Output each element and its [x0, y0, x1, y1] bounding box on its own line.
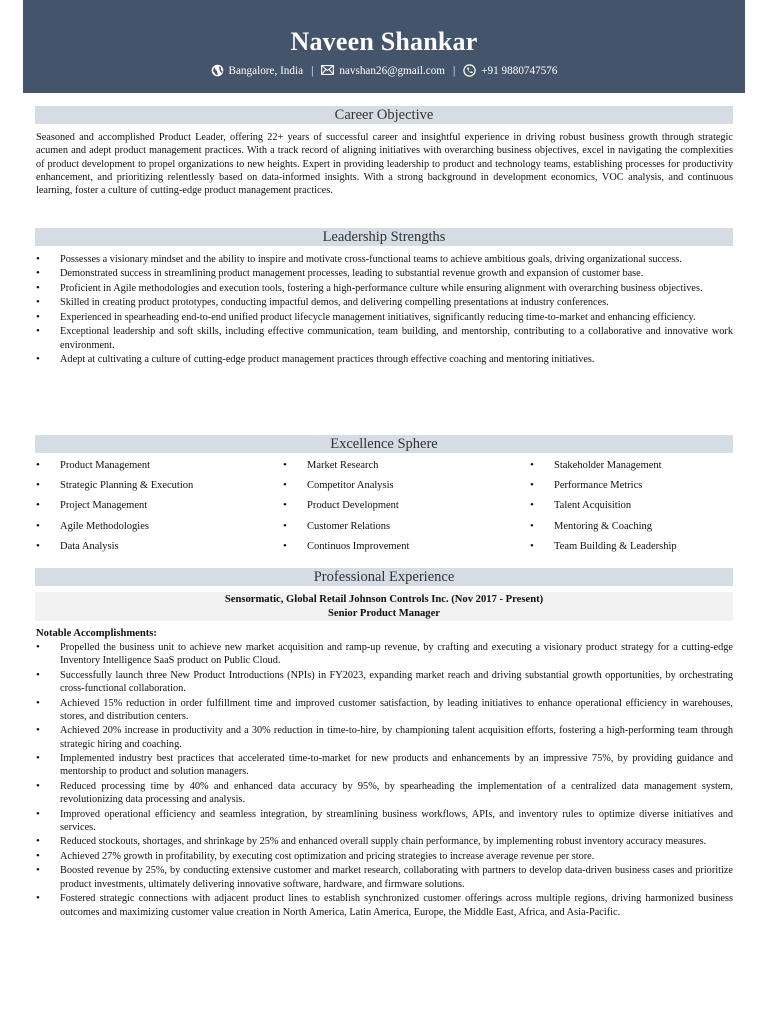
skill-item: • Stakeholder Management	[530, 459, 733, 473]
list-item: • Achieved 27% growth in profitability, by executing cost optimization and pricing strategies to increase average revenue per store.	[36, 850, 733, 863]
location-text: Bangalore, India	[228, 64, 304, 77]
skill-item: • Product Management	[36, 459, 283, 473]
list-item: • Skilled in creating product prototypes, conducting impactful demos, and delivering compelling presentations at industry conferences.	[36, 296, 733, 309]
skill-item: • Customer Relations	[283, 520, 530, 534]
skill-item: • Competitor Analysis	[283, 479, 530, 493]
section-title-excellence: Excellence Sphere	[35, 435, 733, 453]
list-item: • Reduced processing time by 40% and enhanced data accuracy by 95%, by spearheading the implementation of a centralized data management system, revolutionizing data processing and analysis.	[36, 780, 733, 807]
separator: |	[453, 64, 456, 77]
job-heading	[35, 592, 733, 621]
contact-line	[23, 64, 745, 77]
notable-accomplishments-label: Notable Accomplishments:	[36, 628, 157, 639]
leadership-list	[36, 253, 733, 368]
list-item: • Experienced in spearheading end-to-end unified product lifecycle management initiatives, significantly reducing time-to-market and enhancing efficiency.	[36, 311, 733, 324]
list-item: • Implemented industry best practices that accelerated time-to-market for new products and enhancements by an impressive 75%, by providing guidance and mentorship to product and solution managers.	[36, 752, 733, 779]
list-item: • Demonstrated success in streamlining product management processes, leading to substantial revenue growth and expansion of customer base.	[36, 267, 733, 280]
globe-icon	[211, 64, 224, 77]
section-title-leadership: Leadership Strengths	[35, 228, 733, 246]
skill-item: • Performance Metrics	[530, 479, 733, 493]
list-item: • Proficient in Agile methodologies and execution tools, fostering a high-performance culture while ensuring alignment with overarching business objectives.	[36, 282, 733, 295]
list-item: • Boosted revenue by 25%, by conducting extensive customer and market research, collaborating with partners to develop data-driven business cases and prioritize product investments, ultimately delivering innovative software, hardware, and firmware solutions.	[36, 864, 733, 891]
phone-text: +91 9880747576	[481, 64, 558, 77]
list-item: • Adept at cultivating a culture of cutting-edge product management practices through effective coaching and mentoring initiatives.	[36, 353, 733, 366]
accomplishments-list	[36, 641, 733, 920]
skill-item: • Data Analysis	[36, 540, 283, 554]
candidate-name: Naveen Shankar	[290, 27, 478, 56]
skill-item: • Team Building & Leadership	[530, 540, 733, 554]
envelope-icon	[321, 64, 334, 77]
list-item: • Possesses a visionary mindset and the ability to inspire and motivate cross-functional teams to achieve ambitious goals, driving organizational success.	[36, 253, 733, 266]
list-item: • Achieved 15% reduction in order fulfillment time and improved customer satisfaction, by leading initiatives to enhance operational efficiency in warehouses, stores, and distribution centers.	[36, 697, 733, 724]
skill-item: • Mentoring & Coaching	[530, 520, 733, 534]
excellence-grid	[36, 459, 733, 553]
list-item: • Improved operational efficiency and seamless integration, by streamlining business workflows, APIs, and inventory rules to optimize diverse initiatives and services.	[36, 808, 733, 835]
skill-item: • Product Development	[283, 499, 530, 513]
section-title-experience: Professional Experience	[35, 568, 733, 586]
list-item: • Exceptional leadership and soft skills, including effective communication, team building, and mentorship, contributing to a collaborative and innovative work environment.	[36, 325, 733, 352]
section-title-career-objective: Career Objective	[35, 106, 733, 124]
email-link[interactable]: navshan26@gmail.com	[339, 64, 445, 77]
skill-item: • Strategic Planning & Execution	[36, 479, 283, 493]
skill-item: • Market Research	[283, 459, 530, 473]
company-line: Sensormatic, Global Retail Johnson Controls Inc. (Nov 2017 - Present)	[224, 594, 544, 605]
list-item: • Reduced stockouts, shortages, and shrinkage by 25% and enhanced overall supply chain performance, by implementing robust inventory accuracy measures.	[36, 835, 733, 848]
skill-item: • Talent Acquisition	[530, 499, 733, 513]
list-item: • Achieved 20% increase in productivity and a 30% reduction in time-to-hire, by championing talent acquisition efforts, fostering a high-performing team through strategic hiring and coaching.	[36, 724, 733, 751]
skill-item: • Project Management	[36, 499, 283, 513]
list-item: • Fostered strategic connections with adjacent product lines to establish synchronized customer offerings across multiple regions, driving harmonized business outcomes and maximizing customer value creation in North America, Latin America, Europe, the Middle East, Africa, and Asia-Pacific.	[36, 892, 733, 919]
separator: |	[311, 64, 314, 77]
resume-header	[23, 0, 745, 93]
phone-icon	[463, 64, 476, 77]
career-objective-text: Seasoned and accomplished Product Leader, offering 22+ years of successful career and insightful experience in driving robust business growth through strategic acumen and adept product management practices. With a track record of aligning initiatives with overarching business objectives, excel in navigating the complexities of product development to propel organizations to new heights. Expert in providing leadership to product and technology teams, establishing processes for productivity enhancement, and prioritizing relentlessly based on data-informed insights. With a strong background in development economics, VOC analysis, and continuous learning, foster a culture of cutting-edge product management practices.	[36, 132, 733, 197]
list-item: • Propelled the business unit to achieve new market acquisition and ramp-up revenue, by crafting and executing a visionary product strategy for a cutting-edge Inventory Intelligence SaaS product on Public Cloud.	[36, 641, 733, 668]
list-item: • Successfully launch three New Product Introductions (NPIs) in FY2023, expanding market reach and driving substantial growth opportunities, by orchestrating cross-functional collaboration.	[36, 669, 733, 696]
job-title: Senior Product Manager	[327, 607, 440, 619]
skill-item: • Agile Methodologies	[36, 520, 283, 534]
skill-item: • Continuos Improvement	[283, 540, 530, 554]
